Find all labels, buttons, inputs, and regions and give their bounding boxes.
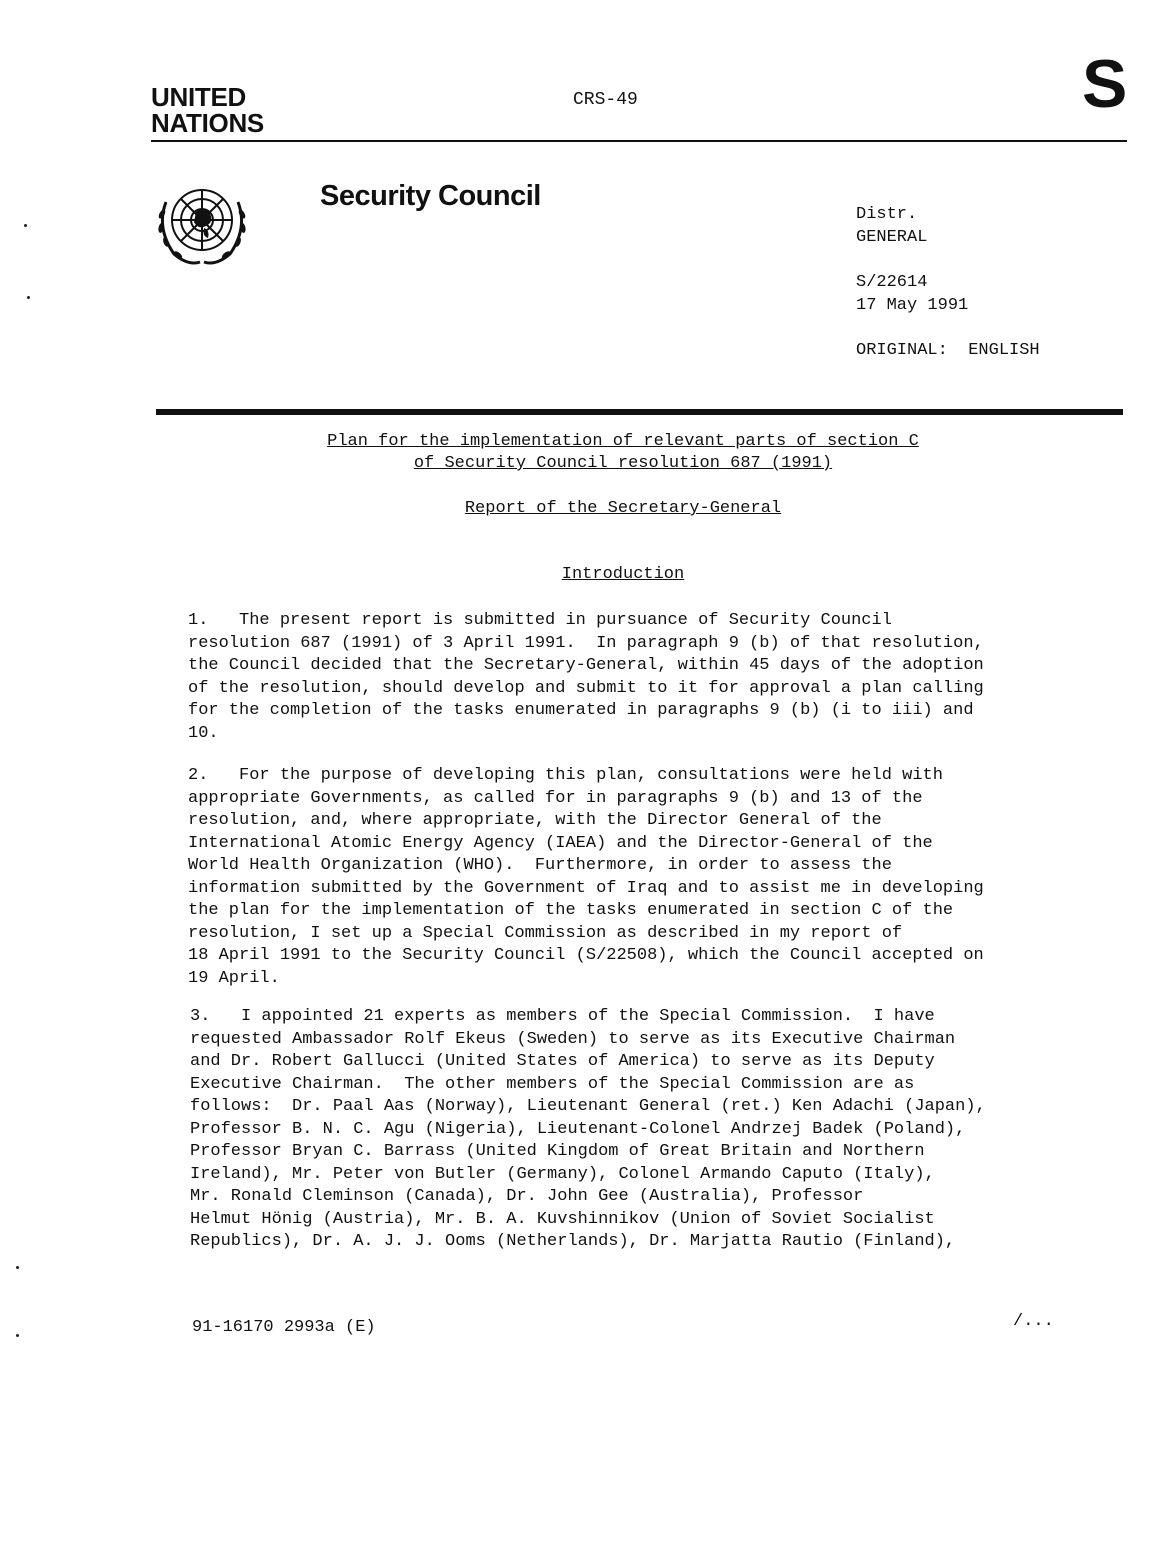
title-line-2: of Security Council resolution 687 (1991) [413,454,833,473]
language-symbol: S [1082,46,1128,122]
paragraph-1: 1. The present report is submitted in pursuance of Security Council resolution 687 (1991) of 3 April 1991. In paragraph 9 (b) of that resolution, the Council decided that the Secretary-General, within 45 days of the adoption of the resolution, should develop and submit to it for approval a plan calling for the completion of the tasks enumerated in paragraphs 9 (b) (i to iii) and 10. [188,611,984,743]
header-code: CRS-49 [573,90,638,110]
scan-speck [16,1334,19,1337]
un-name-line1: UNITED [151,82,246,112]
paragraph-2: 2. For the purpose of developing this plan, consultations were held with appropriate Governments, as called for in paragraphs 9 (b) and 13 of the resolution, and, where appropriate, with the Director General of the International Atomic Energy Agency (IAEA) and the Director-General of the World Health Organization (WHO). Furthermore, in order to assess the information submitted by the Government of Iraq and to assist me in developing the plan for the implementation of the tasks enumerated in section C of the resolution, I set up a Special Commission as described in my report of 18 April 1991 to the Security Council (S/22508), which the Council accepted on 19 April. [188,766,984,988]
scan-speck [24,224,27,227]
scan-speck [16,1266,19,1269]
top-divider [151,140,1127,142]
organ-title: Security Council [320,180,541,212]
document-date: 17 May 1991 [856,295,969,315]
report-subtitle: Report of the Secretary-General [464,499,782,518]
continued-marker: /... [1013,1312,1054,1331]
document-symbol: S/22614 [856,273,928,292]
document-title [150,431,1096,475]
document-metadata [856,204,1040,363]
title-line-1: Plan for the implementation of relevant parts of section C [327,432,919,451]
distr-value: GENERAL [856,227,928,247]
job-number: 91-16170 2993a (E) [192,1318,376,1337]
un-name-line2: NATIONS [151,108,264,138]
paragraph-3: 3. I appointed 21 experts as members of the Special Commission. I have requested Ambassador Rolf Ekeus (Sweden) to serve as its Executive Chairman and Dr. Robert Gallucci (United States of America) to serve as its Deputy Executive Chairman. The other members of the Special Commission are as follows: Dr. Paal Aas (Norway), Lieutenant General (ret.) Ken Adachi (Japan), Professor B. N. C. Agu (Nigeria), Lieutenant-Colonel Andrzej Badek (Poland), Professor Bryan C. Barrass (United Kingdom of Great Britain and Northern Ireland), Mr. Peter von Butler (Germany), Colonel Armando Caputo (Italy), Mr. Ronald Cleminson (Canada), Dr. John Gee (Australia), Professor Helmut Hönig (Austria), Mr. B. A. Kuvshinnikov (Union of Soviet Socialist Republics), Dr. A. J. J. Ooms (Netherlands), Dr. Marjatta Rautio (Finland), [190,1007,986,1251]
scan-speck [27,296,30,299]
distr-label: Distr. [856,205,918,224]
original-language: ORIGINAL: ENGLISH [856,341,1040,360]
section-heading: Introduction [561,565,685,584]
un-emblem-icon [152,182,252,268]
title-divider [156,409,1123,415]
un-name [151,84,264,136]
